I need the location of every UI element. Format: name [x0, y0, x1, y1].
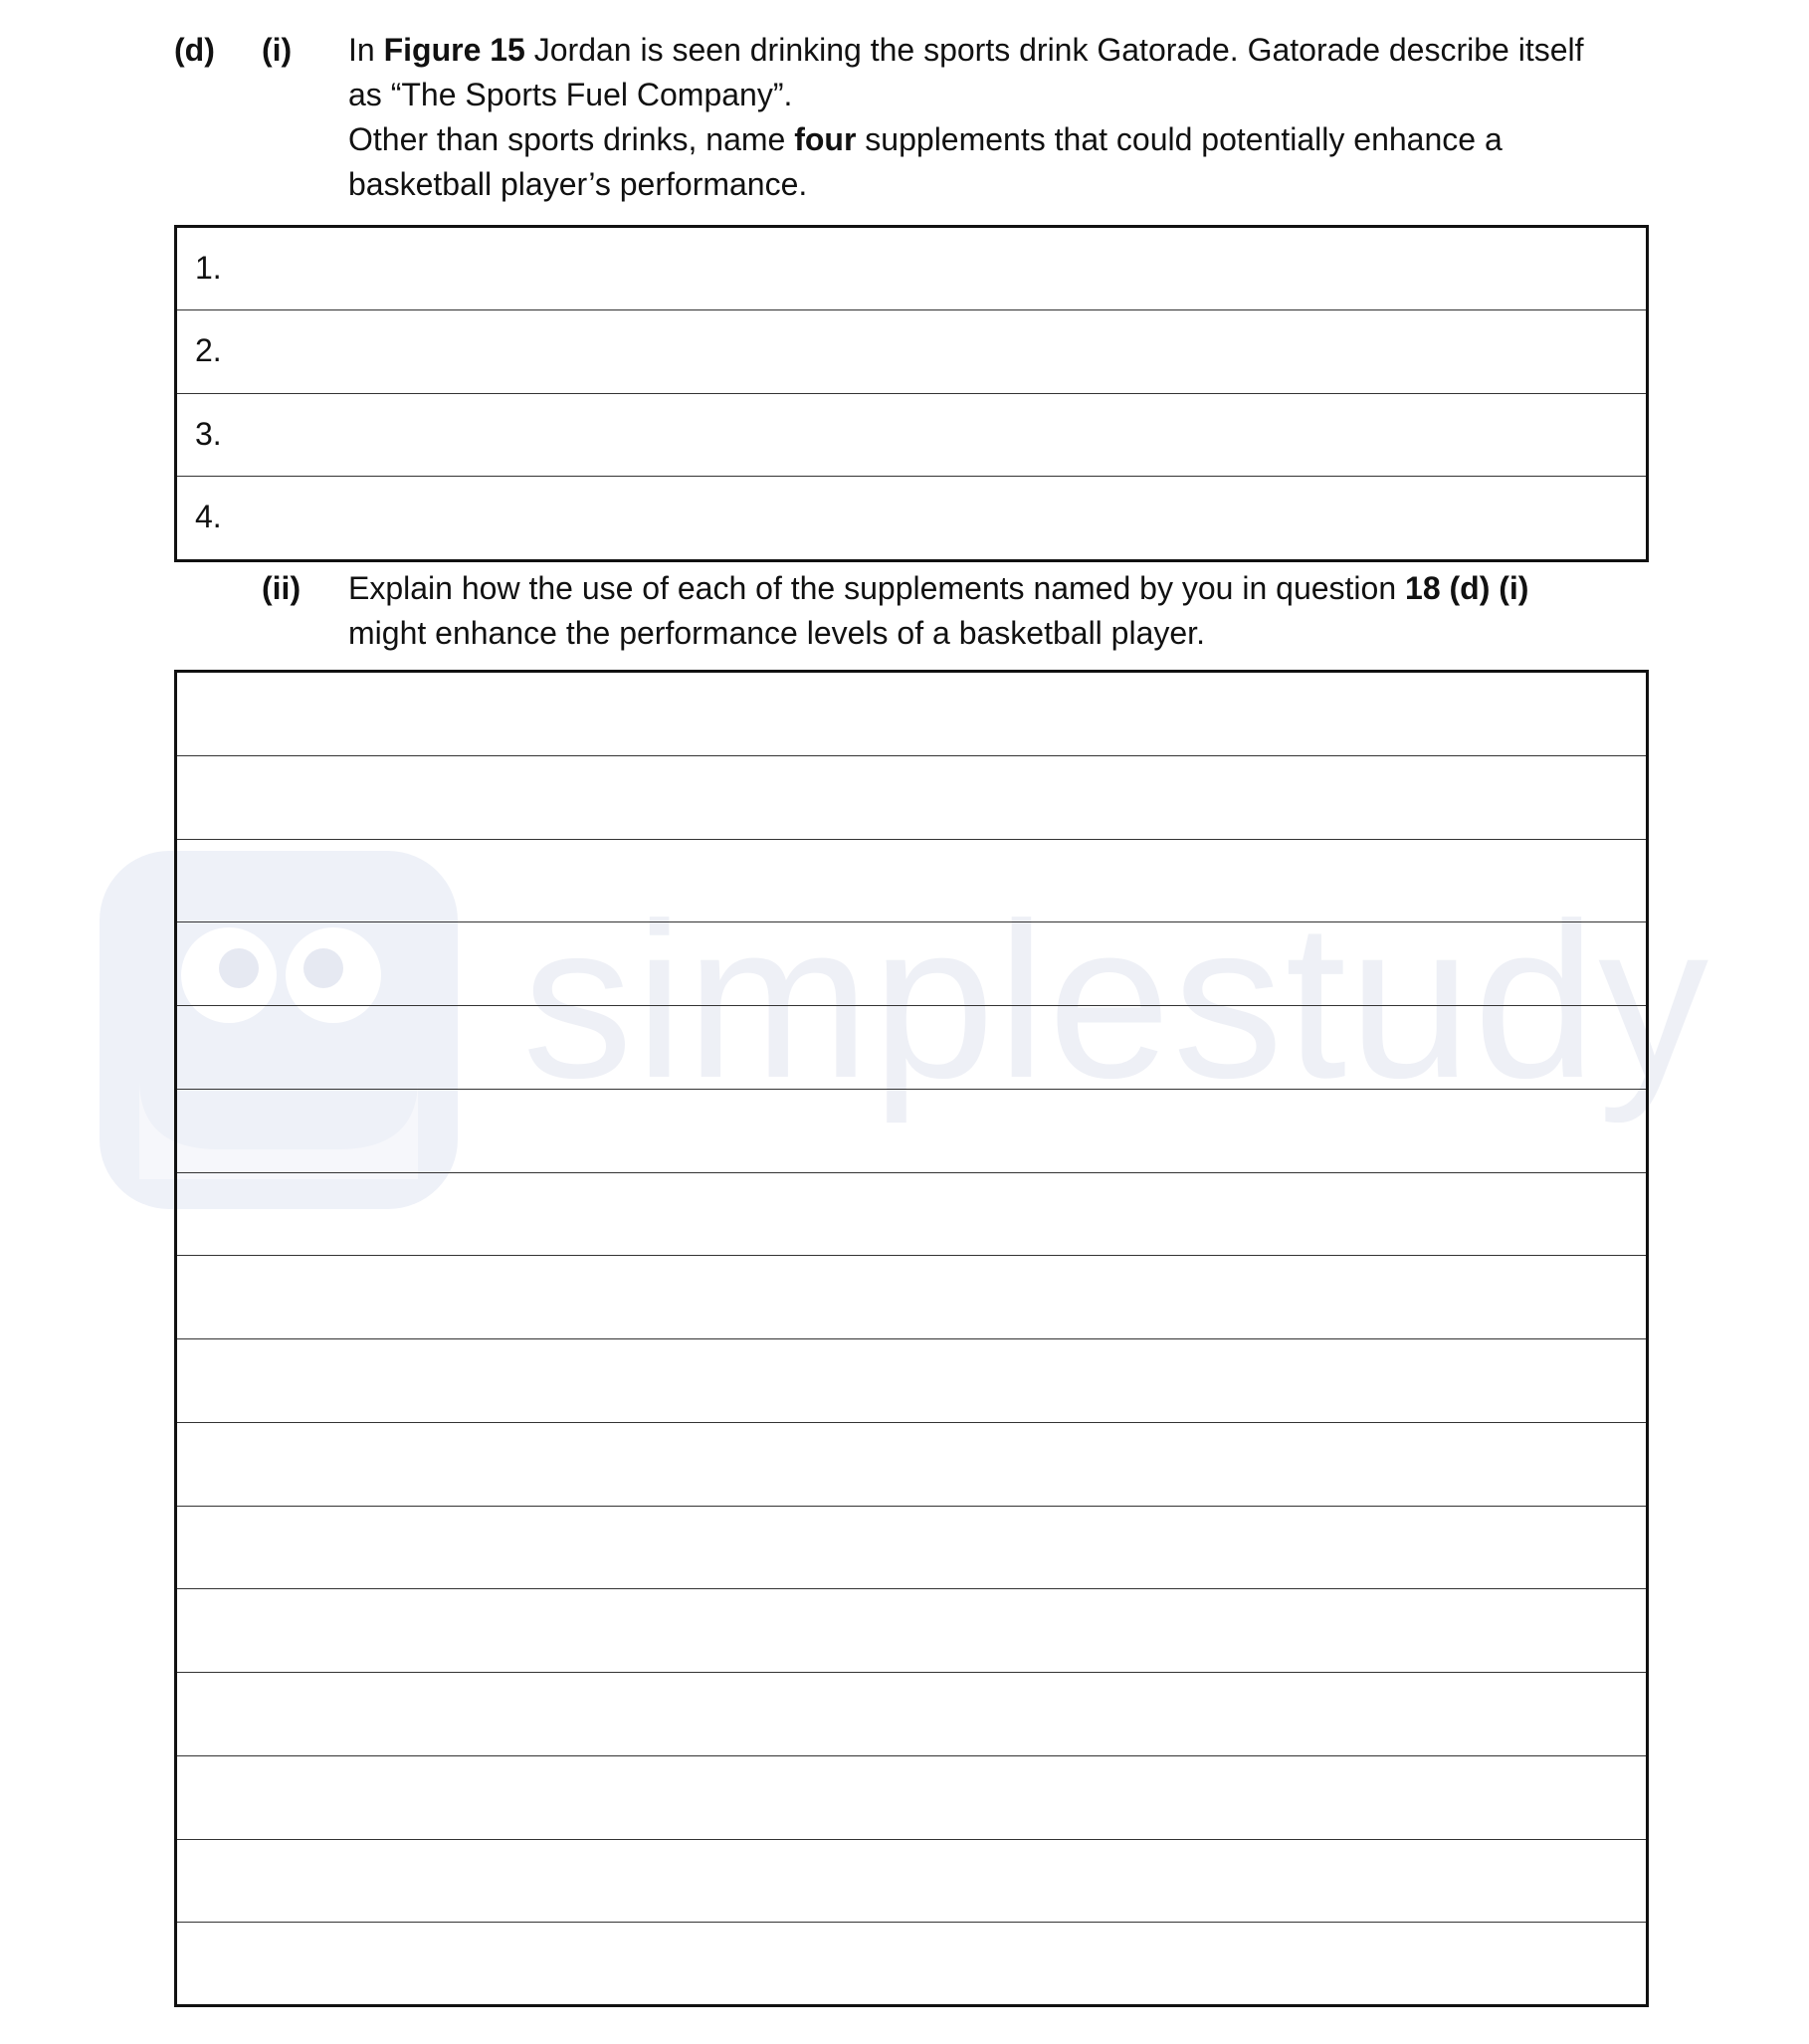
answer-row-number: 1. [195, 250, 222, 286]
part-d-i-label: (i) [262, 32, 293, 68]
watermark-text: simplestudy [522, 878, 1711, 1124]
answer-line[interactable] [177, 756, 1646, 840]
question-d-i-line-2: as “The Sports Fuel Company”. [348, 77, 793, 112]
part-ii-label: (ii) [262, 570, 302, 606]
answer-line[interactable] [177, 1507, 1646, 1590]
emphasis-four: four [794, 121, 857, 157]
answer-line[interactable] [177, 1256, 1646, 1339]
answer-line[interactable] [177, 1173, 1646, 1257]
question-reference: 18 (d) (i) [1405, 570, 1529, 606]
answer-line[interactable] [177, 922, 1646, 1006]
answer-row-4[interactable] [177, 477, 1646, 559]
answer-line[interactable] [177, 1673, 1646, 1756]
answer-row-1[interactable] [177, 228, 1646, 310]
question-d-ii-text [348, 566, 1672, 656]
answer-row-3[interactable] [177, 394, 1646, 477]
answer-line[interactable] [177, 1923, 1646, 2006]
question-d-ii-line-2: might enhance the performance levels of a basketball player. [348, 615, 1205, 651]
answer-box-d-i [174, 225, 1649, 562]
part-d-label: (d) [174, 32, 215, 68]
figure-reference: Figure 15 [383, 32, 525, 68]
answer-line[interactable] [177, 1840, 1646, 1924]
answer-line[interactable] [177, 1423, 1646, 1507]
answer-line[interactable] [177, 1756, 1646, 1840]
question-d-i-line-3: Other than sports drinks, name four supplements that could potentially enhance a [348, 121, 1503, 157]
answer-row-number: 4. [195, 498, 222, 534]
answer-line[interactable] [177, 1006, 1646, 1090]
question-d-ii-line-1: Explain how the use of each of the supplements named by you in question 18 (d) (i) [348, 570, 1529, 606]
answer-line[interactable] [177, 1589, 1646, 1673]
answer-row-number: 3. [195, 415, 222, 452]
question-d-i-text [348, 28, 1672, 207]
question-d-i-line-4: basketball player’s performance. [348, 166, 808, 202]
answer-line[interactable] [177, 1339, 1646, 1423]
answer-box-d-ii [174, 670, 1649, 2007]
answer-line[interactable] [177, 1090, 1646, 1173]
answer-row-2[interactable] [177, 310, 1646, 393]
question-d-i-line-1: In Figure 15 Jordan is seen drinking the sports drink Gatorade. Gatorade describe itself [348, 32, 1584, 68]
answer-row-number: 2. [195, 332, 222, 369]
answer-line[interactable] [177, 673, 1646, 756]
answer-line[interactable] [177, 840, 1646, 923]
